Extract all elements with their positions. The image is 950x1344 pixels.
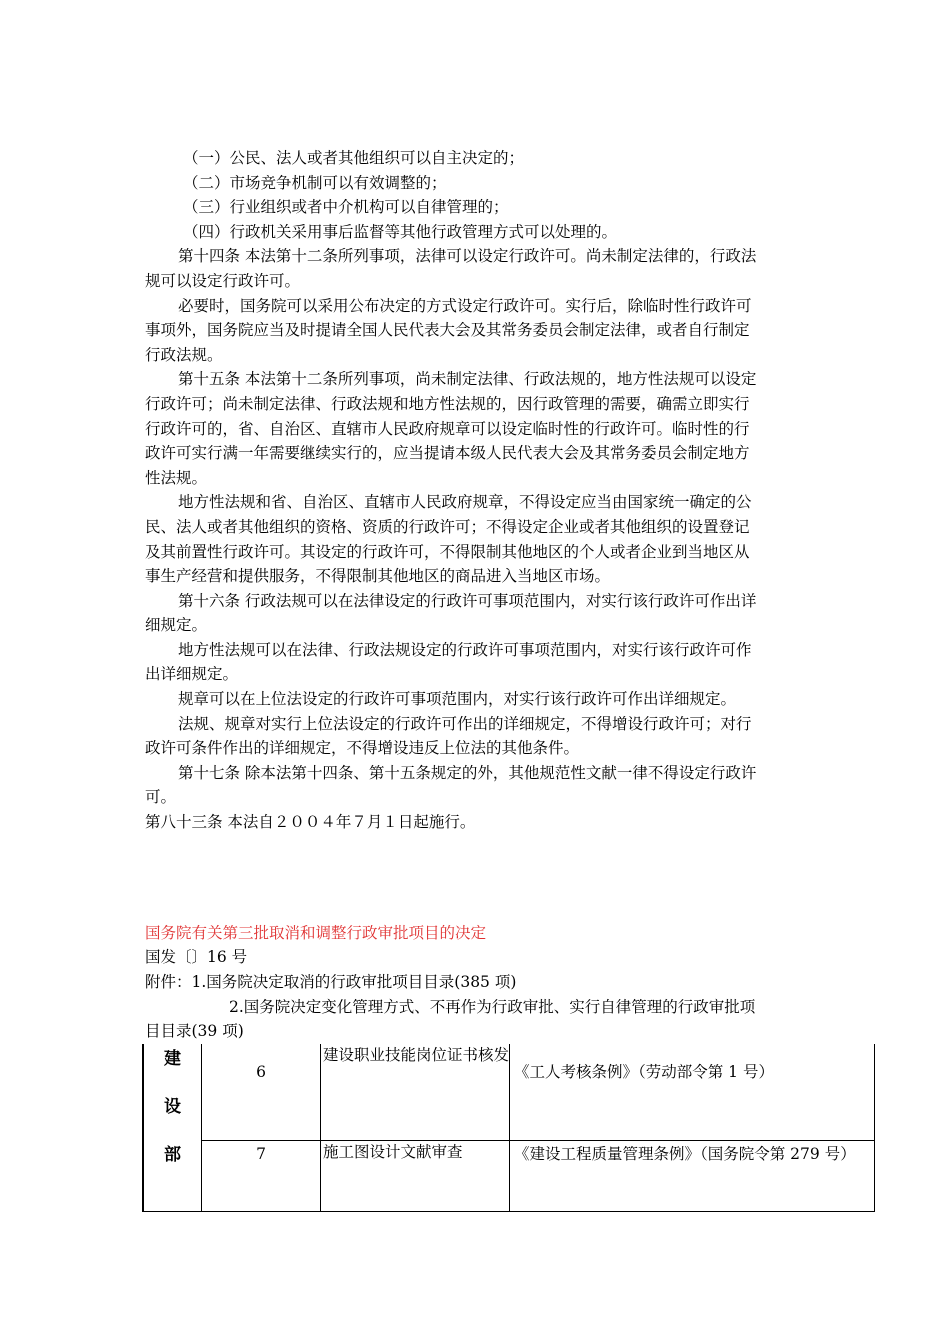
decision-title: 国务院有关第三批取消和调整行政审批项目的决定 bbox=[145, 924, 487, 942]
text-line: 及其前置性行政许可。其设定的行政许可，不得限制其他地区的个人或者企业到当地区从 bbox=[145, 542, 750, 561]
text-line: 规章可以在上位法设定的行政许可事项范围内，对实行该行政许可作出详细规定。 bbox=[178, 690, 737, 709]
text-line: 政许可实行满一年需要继续实行的，应当提请本级人民代表大会及其常务委员会制定地方 bbox=[145, 444, 750, 463]
attachment-2-line1: 2.国务院决定变化管理方式、不再作为行政审批、实行自律管理的行政审批项 bbox=[229, 998, 756, 1016]
text-line: 政许可条件作出的详细规定，不得增设违反上位法的其他条件。 bbox=[145, 739, 580, 758]
text-line: 规可以设定行政许可。 bbox=[145, 271, 301, 290]
item-name-cell: 建设职业技能岗位证书核发 bbox=[321, 1044, 510, 1141]
text-line: 性法规。 bbox=[145, 468, 208, 487]
text-line: （二）市场竞争机制可以有效调整的； bbox=[183, 173, 447, 192]
text-line: （三）行业组织或者中介机构可以自律管理的； bbox=[183, 198, 509, 217]
doc-number: 国发〔〕16 号 bbox=[145, 948, 248, 966]
text-line: 地方性法规和省、自治区、直辖市人民政府规章，不得设定应当由国家统一确定的公 bbox=[178, 493, 752, 512]
text-line: 细规定。 bbox=[145, 616, 208, 635]
text-line: 第十六条 行政法规可以在法律设定的行政许可事项范围内，对实行该行政许可作出详 bbox=[178, 591, 757, 610]
department-char: 部 bbox=[164, 1145, 181, 1165]
text-line: 必要时，国务院可以采用公布决定的方式设定行政许可。实行后，除临时性行政许可 bbox=[178, 296, 752, 315]
table-row bbox=[143, 1141, 875, 1212]
item-number-cell: 6 bbox=[202, 1044, 321, 1141]
text-line: （一）公民、法人或者其他组织可以自主决定的； bbox=[183, 149, 525, 167]
text-line: 行政法规。 bbox=[145, 345, 223, 364]
text-line: 民、法人或者其他组织的资格、资质的行政许可；不得设定企业或者其他组织的设置登记 bbox=[145, 517, 750, 536]
text-line: 可。 bbox=[145, 788, 177, 807]
item-number-cell: 7 bbox=[202, 1141, 321, 1212]
text-line: （四）行政机关采用事后监督等其他行政管理方式可以处理的。 bbox=[183, 222, 618, 241]
law-text-body bbox=[145, 146, 810, 835]
item-basis-cell: 《工人考核条例》（劳动部令第 1 号） bbox=[510, 1044, 875, 1141]
text-line: 第十四条 本法第十二条所列事项，法律可以设定行政许可。尚未制定法律的，行政法 bbox=[178, 247, 757, 266]
text-line: 法规、规章对实行上位法设定的行政许可作出的详细规定，不得增设行政许可；对行 bbox=[178, 714, 752, 733]
item-name-cell: 施工图设计文献审查 bbox=[321, 1141, 510, 1212]
department-cell bbox=[143, 1044, 202, 1212]
text-line: 第八十三条 本法自２００４年７月１日起施行。 bbox=[145, 813, 476, 832]
text-line: 事生产经营和提供服务，不得限制其他地区的商品进入当地区市场。 bbox=[145, 567, 611, 586]
text-line: 行政许可的，省、自治区、直辖市人民政府规章可以设定临时性的行政许可。临时性的行 bbox=[145, 419, 750, 438]
text-line: 出详细规定。 bbox=[145, 665, 239, 684]
attachment-1: 附件：1.国务院决定取消的行政审批项目目录(385 项) bbox=[145, 973, 517, 991]
text-line: 事项外，国务院应当及时提请全国人民代表大会及其常务委员会制定法律，或者自行制定 bbox=[145, 321, 750, 340]
text-line: 第十七条 除本法第十四条、第十五条规定的外，其他规范性文献一律不得设定行政许 bbox=[178, 763, 757, 782]
text-line: 第十五条 本法第十二条所列事项，尚未制定法律、行政法规的，地方性法规可以设定 bbox=[178, 370, 757, 389]
attachment-2-line2: 目目录(39 项) bbox=[145, 1022, 244, 1040]
item-basis-cell: 《建设工程质量管理条例》（国务院令第 279 号） bbox=[510, 1141, 875, 1212]
table-row bbox=[143, 1044, 875, 1141]
approval-items-table bbox=[142, 1044, 875, 1212]
text-line: 行政许可；尚未制定法律、行政法规和地方性法规的，因行政管理的需要，确需立即实行 bbox=[145, 394, 750, 413]
department-char: 建 bbox=[164, 1049, 181, 1069]
department-char: 设 bbox=[164, 1097, 181, 1117]
text-line: 地方性法规可以在法律、行政法规设定的行政许可事项范围内，对实行该行政许可作 bbox=[178, 640, 752, 659]
